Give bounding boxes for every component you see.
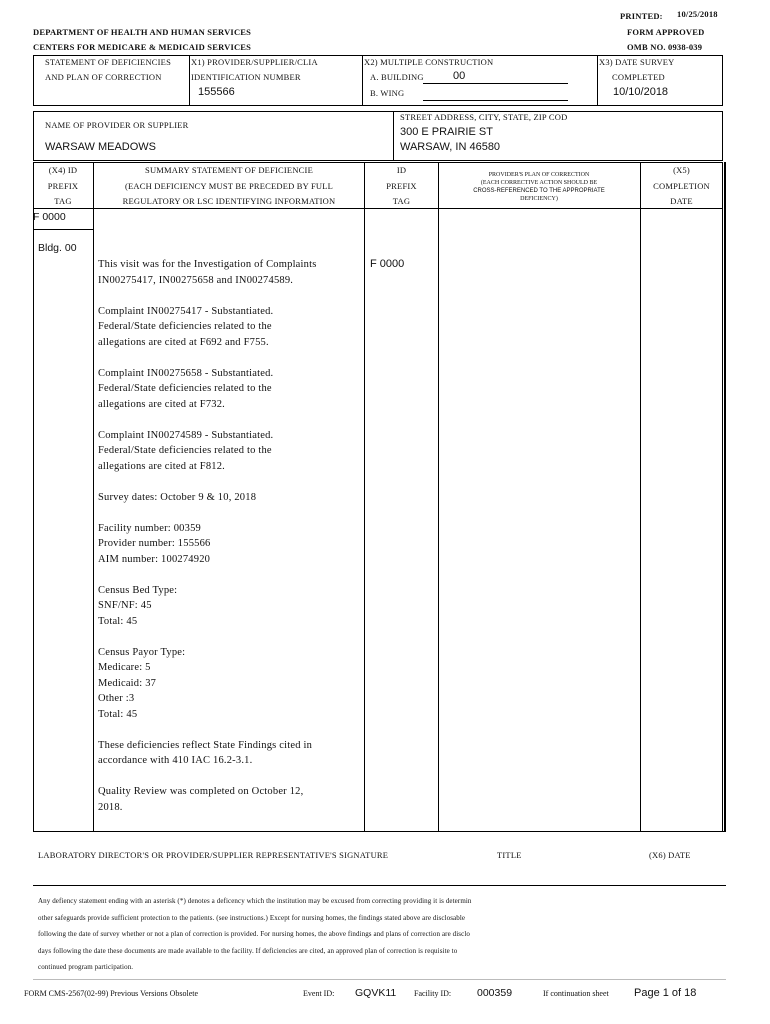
summary-paragraph [98, 366, 360, 413]
provider-name-value: WARSAW MEADOWS [45, 141, 157, 153]
statement-label-2: AND PLAN OF CORRECTION [45, 72, 162, 82]
date-survey-label: X3) DATE SURVEY [599, 57, 675, 67]
summary-paragraph [98, 428, 360, 475]
id-tag: F 0000 [370, 258, 405, 270]
summary-paragraph [98, 490, 360, 506]
summary-line: This visit was for the Investigation of Complaints [98, 259, 317, 270]
department-title: DEPARTMENT OF HEALTH AND HUMAN SERVICES [33, 27, 252, 37]
x4-header-1: (X4) ID [48, 165, 78, 175]
building-value: 00 [453, 70, 466, 82]
summary-line: IN00275417, IN00275658 and IN00274589. [98, 274, 294, 286]
facility-id-label: Facility ID: [414, 989, 452, 998]
provider-id-value: 155566 [198, 86, 235, 98]
page-number: Page 1 of 18 [634, 987, 697, 999]
provider-id-label-1: X1) PROVIDER/SUPPLIER/CLIA [191, 57, 318, 67]
provider-name-label: NAME OF PROVIDER OR SUPPLIER [45, 120, 189, 130]
continuation-label: If continuation sheet [543, 989, 609, 998]
summary-line: Facility number: 00359 [98, 522, 201, 534]
completed-label: COMPLETED [612, 72, 665, 82]
summary-line: Provider number: 155566 [98, 538, 211, 549]
summary-paragraph [98, 257, 360, 288]
form-number: FORM CMS-2567(02-99) Previous Versions Obsolete [24, 989, 199, 998]
director-signature-label: LABORATORY DIRECTOR'S OR PROVIDER/SUPPLIER REPRESENTATIVE'S SIGNATURE [38, 850, 389, 860]
x4-header-3: TAG [54, 196, 72, 206]
date-survey-value: 10/10/2018 [613, 86, 669, 98]
id-header-3: TAG [392, 196, 411, 206]
summary-header-1: SUMMARY STATEMENT OF DEFICIENCIE [145, 165, 313, 175]
summary-paragraph [98, 738, 360, 769]
disclaimer-line: following the date of survey whether or not a plan of correction is provided. For nursing homes, the above findings and plans of correction are disclo [38, 930, 470, 938]
summary-line: Total: 45 [98, 615, 138, 627]
disclaimer-text [38, 893, 472, 976]
summary-line: Complaint IN00275658 - Substantiated. [98, 367, 274, 379]
x4-header-2: PREFIX [47, 181, 79, 191]
disclaimer-line: days following the date these documents are made available to the facility. If deficiencies are cited, an approved plan of correction is requisite to [38, 946, 458, 955]
summary-line: SNF/NF: 45 [98, 600, 152, 611]
summary-line: Federal/State deficiencies related to the [98, 321, 272, 332]
summary-paragraph [98, 784, 360, 815]
summary-statement [98, 257, 360, 831]
building-tag: Bldg. 00 [38, 242, 77, 254]
summary-line: Quality Review was completed on October 12, [98, 786, 304, 797]
summary-line: accordance with 410 IAC 16.2-3.1. [98, 755, 253, 766]
centers-title: CENTERS FOR MEDICARE & MEDICAID SERVICES [33, 42, 252, 52]
summary-line: AIM number: 100274920 [98, 553, 211, 565]
summary-line: Medicare: 5 [98, 662, 151, 673]
disclaimer-line: continued program participation. [38, 963, 134, 971]
event-id-value: GQVK11 [355, 987, 397, 999]
summary-line: Medicaid: 37 [98, 677, 157, 689]
building-label: A. BUILDING [370, 72, 424, 82]
summary-paragraph [98, 521, 360, 568]
summary-line: Other :3 [98, 693, 135, 704]
address-line-1: 300 E PRAIRIE ST [400, 126, 493, 138]
date-label: (X6) DATE [649, 850, 691, 860]
form-approved: FORM APPROVED [627, 27, 705, 37]
summary-paragraph [98, 304, 360, 351]
summary-line: Total: 45 [98, 708, 138, 720]
id-header-1: ID [396, 165, 407, 175]
summary-line: Census Payor Type: [98, 646, 186, 658]
plan-header-1: PROVIDER'S PLAN OF CORRECTION [488, 172, 590, 178]
summary-line: Complaint IN00275417 - Substantiated. [98, 305, 274, 317]
summary-line: 2018. [98, 801, 123, 813]
plan-header-2: (EACH CORRECTIVE ACTION SHOULD BE [480, 180, 598, 186]
summary-line: These deficiencies reflect State Findings cited in [98, 739, 313, 751]
event-id-label: Event ID: [303, 989, 335, 998]
plan-header-3: CROSS-REFERENCED TO THE APPROPRIATE [473, 188, 605, 194]
summary-line: allegations are cited at F732. [98, 398, 226, 410]
provider-id-label-2: IDENTIFICATION NUMBER [191, 72, 301, 82]
x5-header-3: DATE [670, 196, 693, 206]
printed-label: PRINTED: [620, 11, 663, 21]
printed-date: 10/25/2018 [677, 9, 718, 19]
x5-header-2: COMPLETION [653, 181, 710, 191]
summary-header-2: (EACH DEFICIENCY MUST BE PRECEDED BY FULL [124, 181, 334, 191]
summary-paragraph [98, 645, 360, 723]
prefix-tag: F 0000 [33, 211, 66, 223]
summary-line: Complaint IN00274589 - Substantiated. [98, 429, 274, 441]
x5-header-1: (X5) [673, 165, 690, 175]
multiple-construction-label: X2) MULTIPLE CONSTRUCTION [364, 57, 494, 67]
summary-line: allegations are cited at F812. [98, 460, 226, 472]
summary-line: Census Bed Type: [98, 584, 178, 596]
facility-id-value: 000359 [477, 987, 513, 999]
disclaimer-line: other safeguards provide sufficient protection to the patients. (see instructions.) Except for nursing homes, the findings stated above are disclosable [38, 913, 466, 922]
summary-line: allegations are cited at F692 and F755. [98, 336, 269, 348]
statement-label-1: STATEMENT OF DEFICIENCIES [45, 57, 172, 67]
summary-header-3: REGULATORY OR LSC IDENTIFYING INFORMATION [122, 196, 336, 206]
address-label: STREET ADDRESS, CITY, STATE, ZIP COD [400, 112, 568, 122]
summary-line: Federal/State deficiencies related to the [98, 445, 272, 456]
address-line-2: WARSAW, IN 46580 [400, 141, 501, 153]
disclaimer-line: Any defiency statement ending with an asterisk (*) denotes a deficency which the institution may be excused from correcting providing it is determin [38, 897, 472, 905]
title-label: TITLE [497, 850, 522, 860]
summary-paragraph [98, 583, 360, 630]
plan-header-4: DEFICIENCY) [520, 196, 558, 202]
omb-number: OMB NO. 0938-039 [627, 42, 703, 52]
id-header-2: PREFIX [386, 181, 417, 191]
wing-label: B. WING [370, 88, 405, 98]
summary-line: Federal/State deficiencies related to the [98, 383, 272, 394]
summary-line: Survey dates: October 9 & 10, 2018 [98, 491, 257, 503]
